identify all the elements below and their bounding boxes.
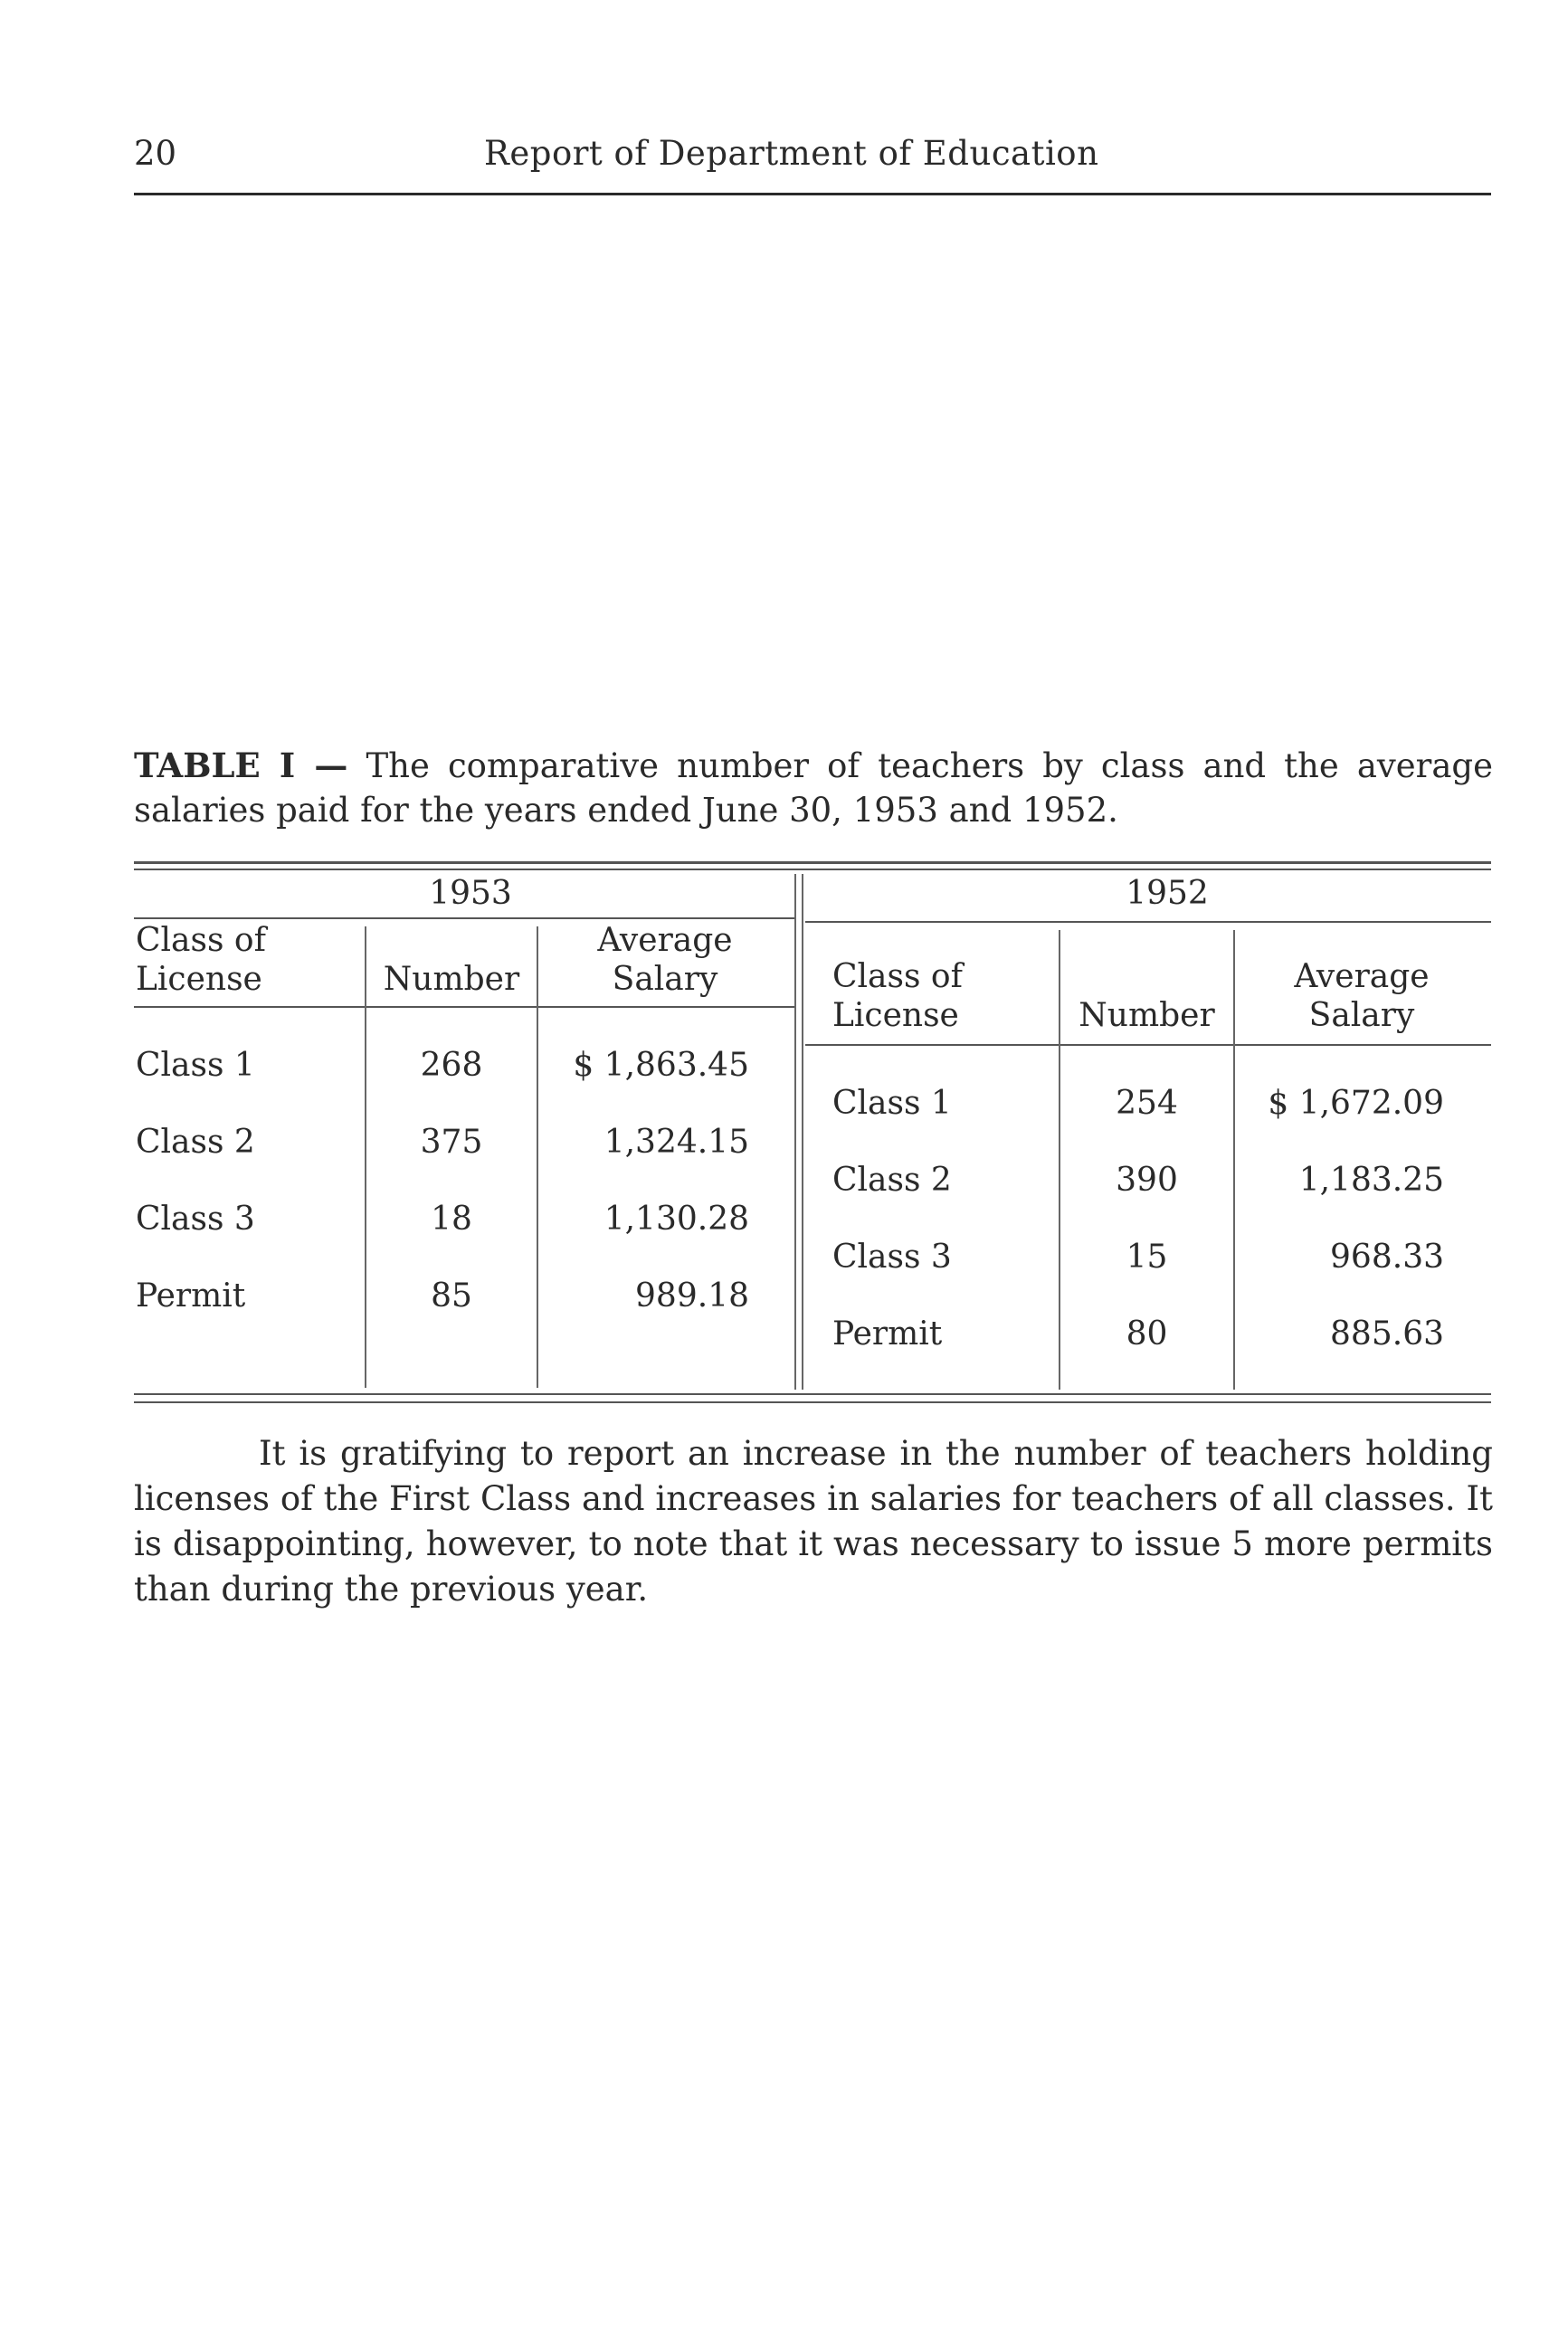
- body-paragraph: It is gratifying to report an increase in the number of teachers holding licenses of the First Class and increases in salaries for teachers of all classes. It is disappointing, however, to note that it was necessary to issue 5 more permits than during the previous year.: [134, 1434, 1493, 1609]
- year-1953-header-rule: [134, 917, 794, 919]
- year-1952-row-2-class: Class 2: [832, 1162, 952, 1199]
- year-1952-row-4-salary: 885.63: [1330, 1315, 1444, 1353]
- year-1952-row-2-salary: 1,183.25: [1298, 1162, 1444, 1199]
- page-number: 20: [134, 134, 177, 173]
- year-1953-row-3-salary: 1,130.28: [603, 1201, 749, 1238]
- year-1953-row-1-salary: $ 1,863.45: [573, 1047, 749, 1084]
- year-1952-class-header-line2: License: [832, 997, 959, 1034]
- year-1952-row-1-class: Class 1: [832, 1085, 952, 1122]
- year-1953-class-header-line1: Class of: [136, 922, 266, 959]
- year-1952-row-3-class: Class 3: [832, 1239, 952, 1276]
- year-1953-heading: 1953: [429, 875, 512, 912]
- year-separator-line-2: [802, 874, 803, 1390]
- year-1953-number-header: Number: [383, 961, 520, 998]
- year-1953-row-4-salary: 989.18: [635, 1277, 749, 1315]
- year-1953-salary-header-line2: Salary: [612, 961, 718, 998]
- table-caption-text: The comparative number of teachers by class and the average salaries paid for the years ended June 30, 1953 and 1952.: [134, 746, 1494, 830]
- year-1952-row-2-number: 390: [1116, 1162, 1178, 1199]
- table-label: TABLE I —: [134, 745, 348, 785]
- table-bottom-rule-2: [134, 1401, 1491, 1403]
- year-1953-class-header-line2: License: [136, 961, 262, 998]
- year-1952-row-3-number: 15: [1126, 1239, 1168, 1276]
- year-1952-number-header: Number: [1079, 997, 1215, 1034]
- year-1953-row-2-number: 375: [420, 1124, 483, 1161]
- year-1953-salary-header-line1: Average: [597, 922, 733, 959]
- year-1952-row-1-salary: $ 1,672.09: [1268, 1085, 1444, 1122]
- table-top-rule-2: [134, 869, 1491, 870]
- table-caption: [134, 744, 1493, 832]
- year-1952-colhead-rule: [805, 1044, 1491, 1046]
- year-1952-salary-header-line1: Average: [1294, 958, 1430, 995]
- year-1952-heading: 1952: [1126, 875, 1209, 912]
- table-top-rule: [134, 861, 1491, 864]
- page-header: [134, 134, 1491, 188]
- running-head: Report of Department of Education: [484, 134, 1099, 173]
- year-1953-row-3-class: Class 3: [136, 1201, 255, 1238]
- year-1953-colhead-rule: [134, 1006, 794, 1008]
- table-bottom-rule: [134, 1393, 1491, 1395]
- year-1952-class-header-line1: Class of: [832, 958, 963, 995]
- year-1953-row-1-number: 268: [420, 1047, 483, 1084]
- year-1953-row-1-class: Class 1: [136, 1047, 255, 1084]
- year-1953-row-4-number: 85: [431, 1277, 472, 1315]
- year-1953-row-3-number: 18: [431, 1201, 472, 1238]
- year-1953-row-4-class: Permit: [136, 1277, 246, 1315]
- year-1953-row-2-salary: 1,324.15: [603, 1124, 749, 1161]
- year-1952-row-3-salary: 968.33: [1330, 1239, 1444, 1276]
- year-1952-salary-header-line2: Salary: [1308, 997, 1415, 1034]
- year-1952-row-4-number: 80: [1126, 1315, 1168, 1353]
- year-1952-header-rule: [805, 921, 1491, 923]
- year-1952-col-divider-2: [1233, 930, 1235, 1390]
- year-1952-row-4-class: Permit: [832, 1315, 943, 1353]
- header-rule: [134, 193, 1491, 195]
- year-1953-col-divider-2: [537, 926, 538, 1388]
- year-1952-row-1-number: 254: [1116, 1085, 1178, 1122]
- year-1953-row-2-class: Class 2: [136, 1124, 255, 1161]
- year-separator-line: [794, 874, 796, 1390]
